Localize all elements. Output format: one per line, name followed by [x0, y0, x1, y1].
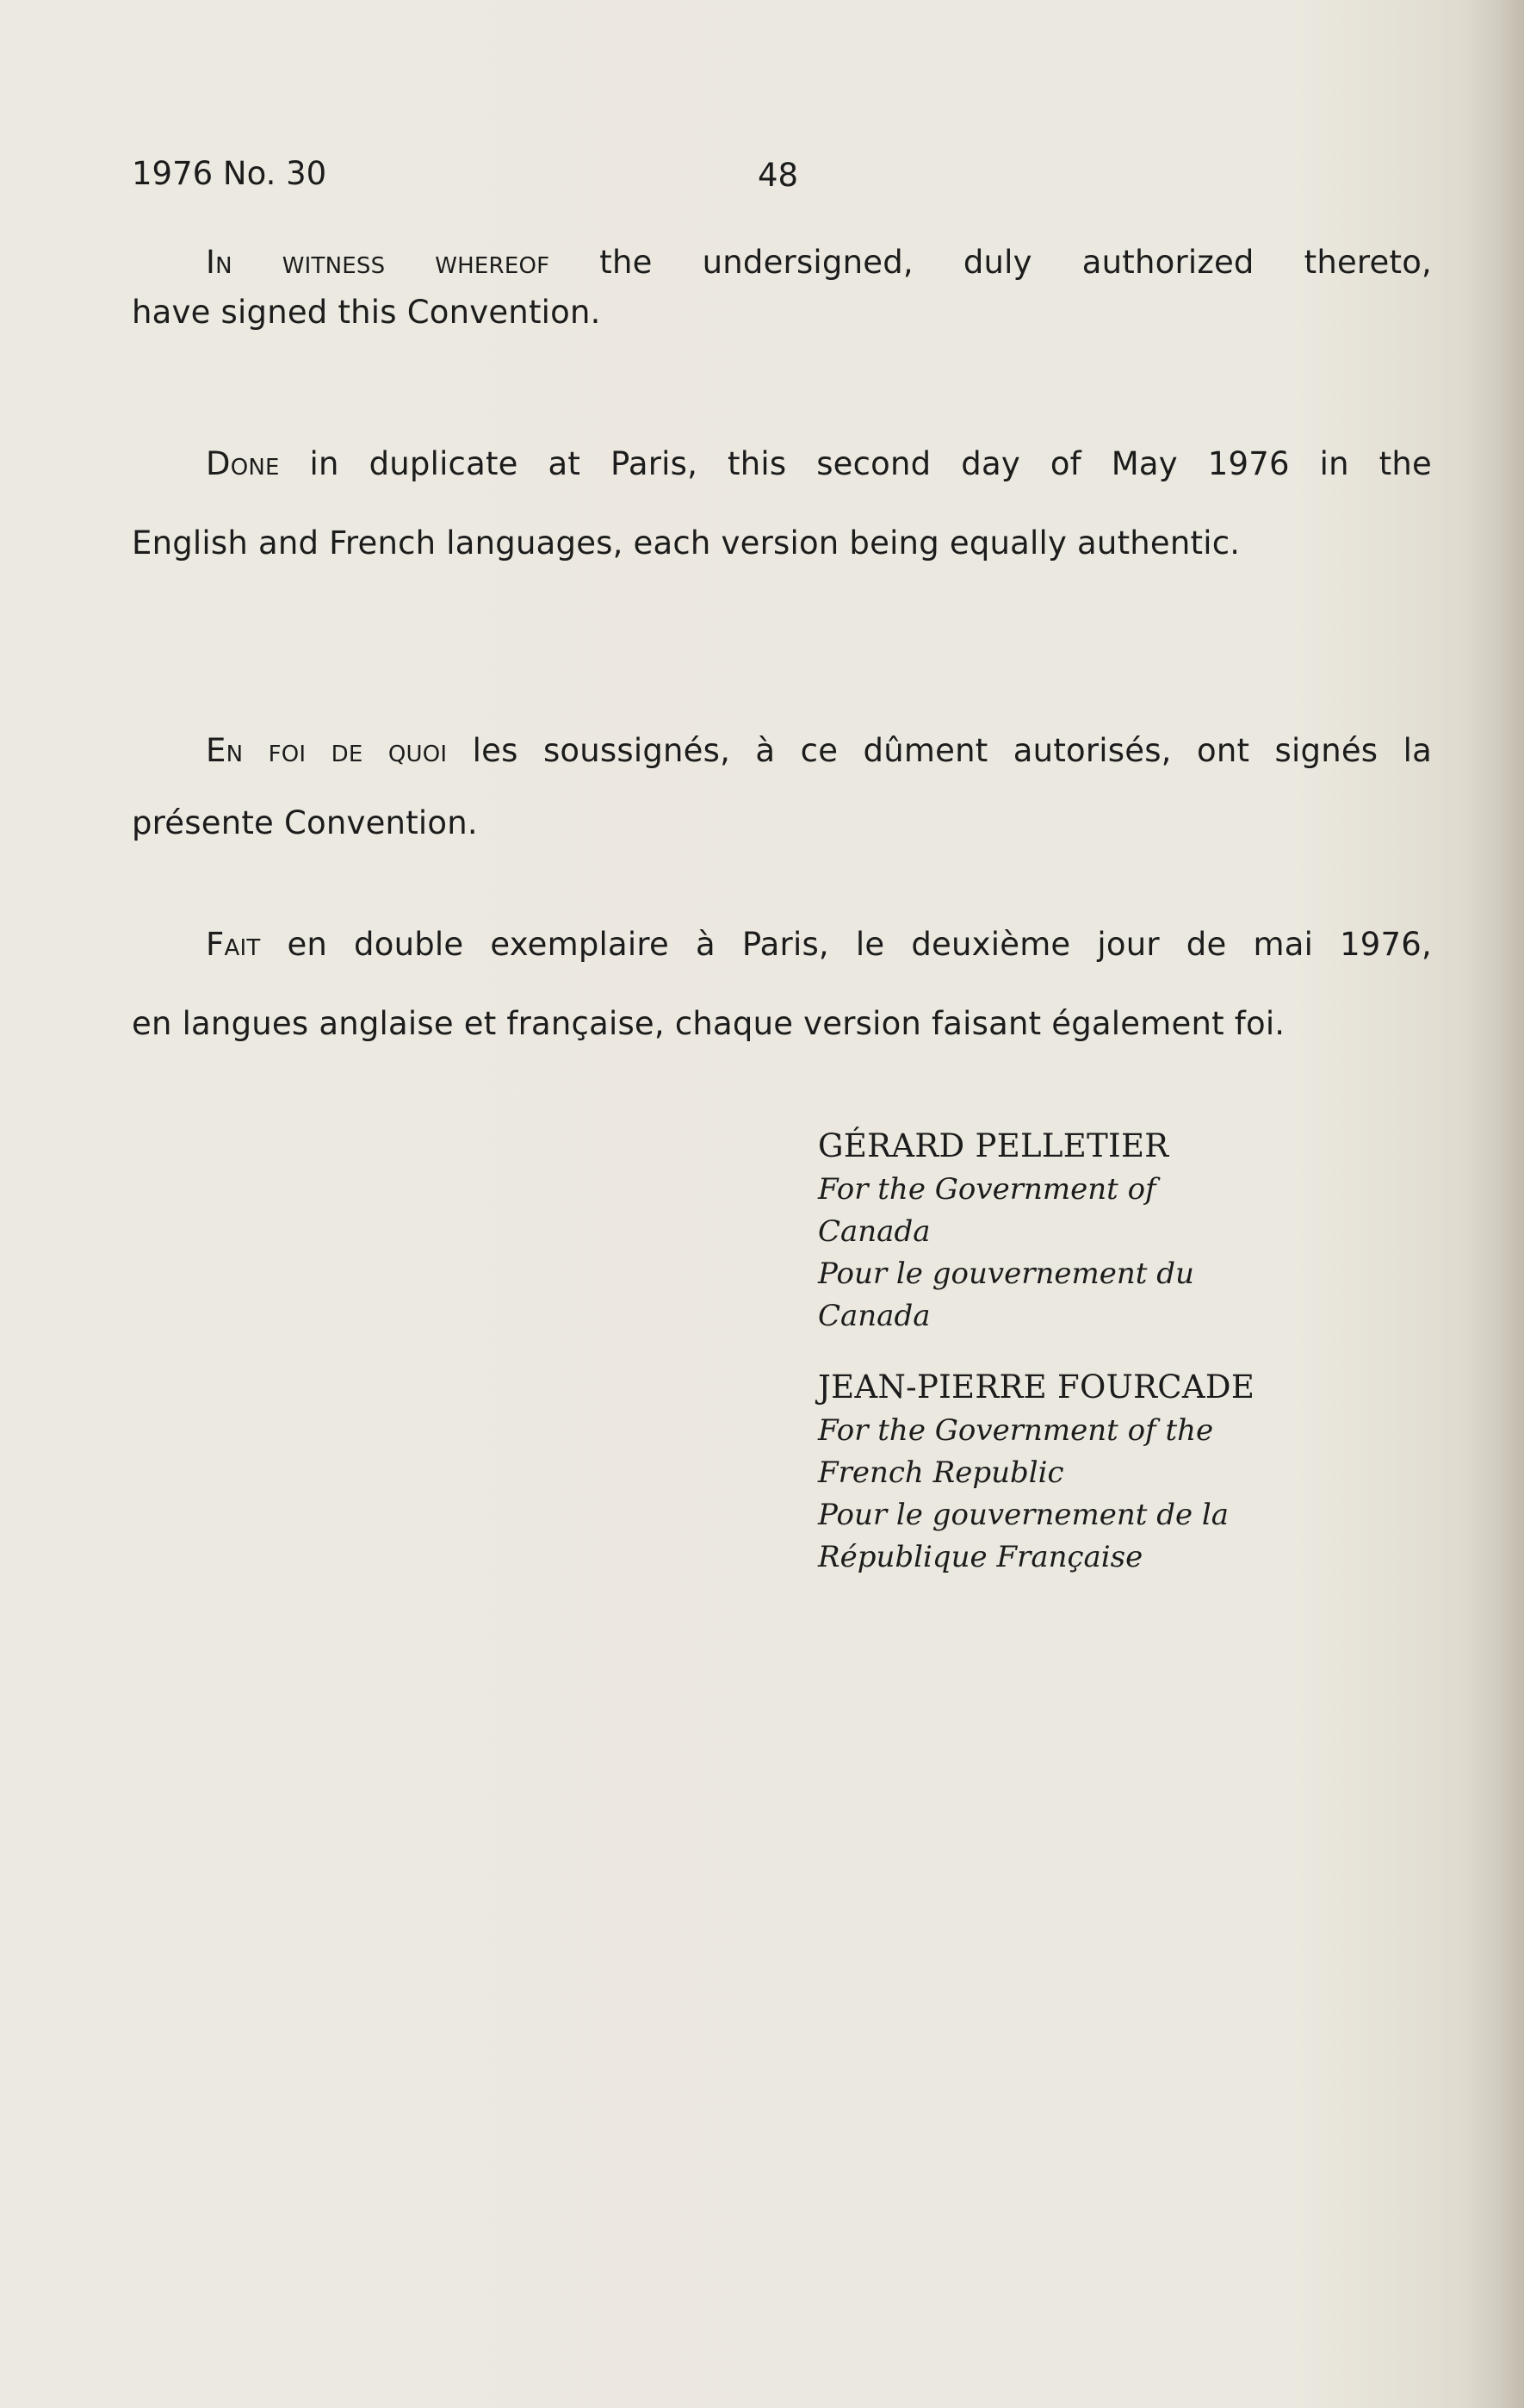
signatory-france	[818, 1365, 1255, 1579]
done-line1-fr: en double exemplaire à Paris, le deuxième jour de mai 1976,	[287, 926, 1432, 963]
signatory-role-en-line1: For the Government of	[818, 1172, 1156, 1207]
signatory-role-fr-line1: Pour le gouvernement du	[818, 1257, 1194, 1291]
witness-line2-en: have signed this Convention.	[132, 294, 601, 331]
witness-lead-en: In witness whereof	[206, 244, 550, 281]
binding-shadow	[1464, 0, 1524, 2408]
signatory-role-en-line2: Canada	[818, 1214, 931, 1249]
done-line2-fr: en langues anglaise et française, chaque version faisant également foi.	[132, 1005, 1285, 1042]
done-clause-english	[132, 441, 1432, 567]
page-number: 48	[758, 157, 799, 194]
signatory-name: GÉRARD PELLETIER	[818, 1127, 1169, 1164]
signatory-name: JEAN-PIERRE FOURCADE	[818, 1368, 1255, 1406]
done-line2-en: English and French languages, each version being equally authentic.	[132, 524, 1241, 562]
signatory-role-en-line1: For the Government of the	[818, 1413, 1214, 1448]
witness-line1-fr: les soussignés, à ce dûment autorisés, ont signés la	[472, 732, 1433, 769]
law-reference: 1976 No. 30	[132, 155, 327, 192]
signatory-role-fr-line2: Canada	[818, 1299, 931, 1333]
witness-line1-en: the undersigned, duly authorized thereto,	[599, 244, 1432, 281]
signatory-role-fr-line1: Pour le gouvernement de la	[818, 1498, 1230, 1532]
witness-lead-fr: En foi de quoi	[206, 732, 448, 769]
signatory-role-fr-line2: République Française	[818, 1540, 1143, 1574]
done-lead-fr: Fait	[206, 926, 261, 963]
done-clause-french	[132, 922, 1432, 1047]
witness-clause-english	[132, 239, 1432, 336]
witness-line2-fr: présente Convention.	[132, 804, 478, 841]
signatory-canada	[818, 1124, 1194, 1337]
done-lead-en: Done	[206, 445, 280, 482]
signatory-role-en-line2: French Republic	[818, 1455, 1064, 1490]
done-line1-en: in duplicate at Paris, this second day of May 1976 in the	[309, 445, 1432, 482]
witness-clause-french	[132, 728, 1432, 847]
